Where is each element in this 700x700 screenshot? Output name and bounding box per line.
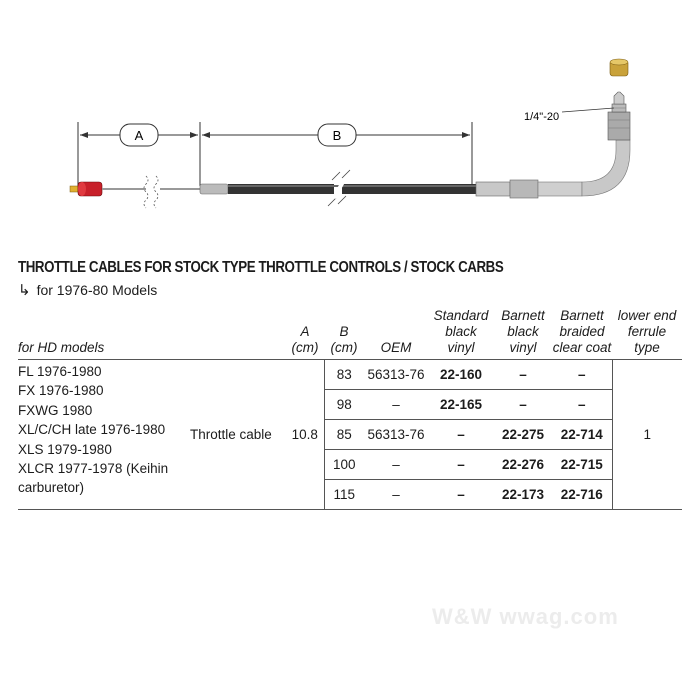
table-title: THROTTLE CABLES FOR STOCK TYPE THROTTLE CONTROLS / STOCK CARBS <box>18 259 504 276</box>
table-row <box>18 360 682 390</box>
b-value: 83 <box>324 360 364 390</box>
barnett-braided-part: 22-714 <box>552 420 612 450</box>
standard-part: – <box>428 450 494 480</box>
b-value: 98 <box>324 390 364 420</box>
barnett-black-part: 22-275 <box>494 420 552 450</box>
dimension-b <box>202 122 472 186</box>
subtitle-text: for 1976-80 Models <box>36 282 158 298</box>
b-value: 85 <box>324 420 364 450</box>
watermark-logo: W&W wwag.com <box>432 604 619 629</box>
b-value: 100 <box>324 450 364 480</box>
oem-value: 56313-76 <box>367 367 425 382</box>
barnett-braided-part: 22-715 <box>552 450 612 480</box>
brass-ferrule <box>610 59 628 76</box>
standard-part: 22-165 <box>428 390 494 420</box>
barnett-braided-part: – <box>577 367 586 382</box>
oem-value: 56313-76 <box>364 420 428 450</box>
cable-housing <box>228 170 476 206</box>
lower-end-fitting <box>476 92 630 198</box>
barnett-black-part: – <box>519 367 527 382</box>
b-value: 115 <box>324 480 364 510</box>
dimension-a-label: A <box>134 128 144 143</box>
oem-value: – <box>364 480 428 510</box>
header-models: for HD models <box>18 300 190 360</box>
oem-value: – <box>364 450 428 480</box>
subtitle-arrow: ↳ <box>18 282 31 299</box>
barnett-black-part: 22-173 <box>494 480 552 510</box>
header-b: B (cm) <box>324 300 364 360</box>
barnett-braided-part: 22-716 <box>552 480 612 510</box>
upper-end-fitting <box>70 176 228 208</box>
header-barnett-braided: Barnett braided clear coat <box>552 300 612 360</box>
barnett-black-part: 22-276 <box>494 450 552 480</box>
header-oem: OEM <box>364 300 428 360</box>
standard-part: – <box>428 420 494 450</box>
standard-part: 22-160 <box>439 367 483 382</box>
barnett-braided-part: – <box>552 390 612 420</box>
header-barnett-black: Barnett black vinyl <box>494 300 552 360</box>
ferrule-type-value: 1 <box>612 360 682 510</box>
cable-type: Throttle cable <box>190 360 286 510</box>
throttle-cable-table <box>18 300 682 510</box>
table-subtitle <box>18 281 157 299</box>
dimension-a-value: 10.8 <box>286 360 324 510</box>
header-standard: Standard black vinyl <box>428 300 494 360</box>
model-list: FL 1976-1980 FX 1976-1980 FXWG 1980 XL/C/CH late 1976-1980 XLS 1979-1980 XLCR 1977-1978 (Keihin carburetor) <box>18 360 190 510</box>
table-header-row <box>18 300 682 360</box>
dimension-b-label: B <box>332 128 342 143</box>
header-type <box>190 300 286 360</box>
header-ferrule: lower end ferrule type <box>612 300 682 360</box>
dimension-a <box>78 122 200 186</box>
header-a: A (cm) <box>286 300 324 360</box>
standard-part: – <box>428 480 494 510</box>
barnett-black-part: – <box>494 390 552 420</box>
throttle-cable-diagram <box>0 0 700 240</box>
oem-value: – <box>364 390 428 420</box>
thread-size-label: 1/4"-20 <box>524 111 560 123</box>
